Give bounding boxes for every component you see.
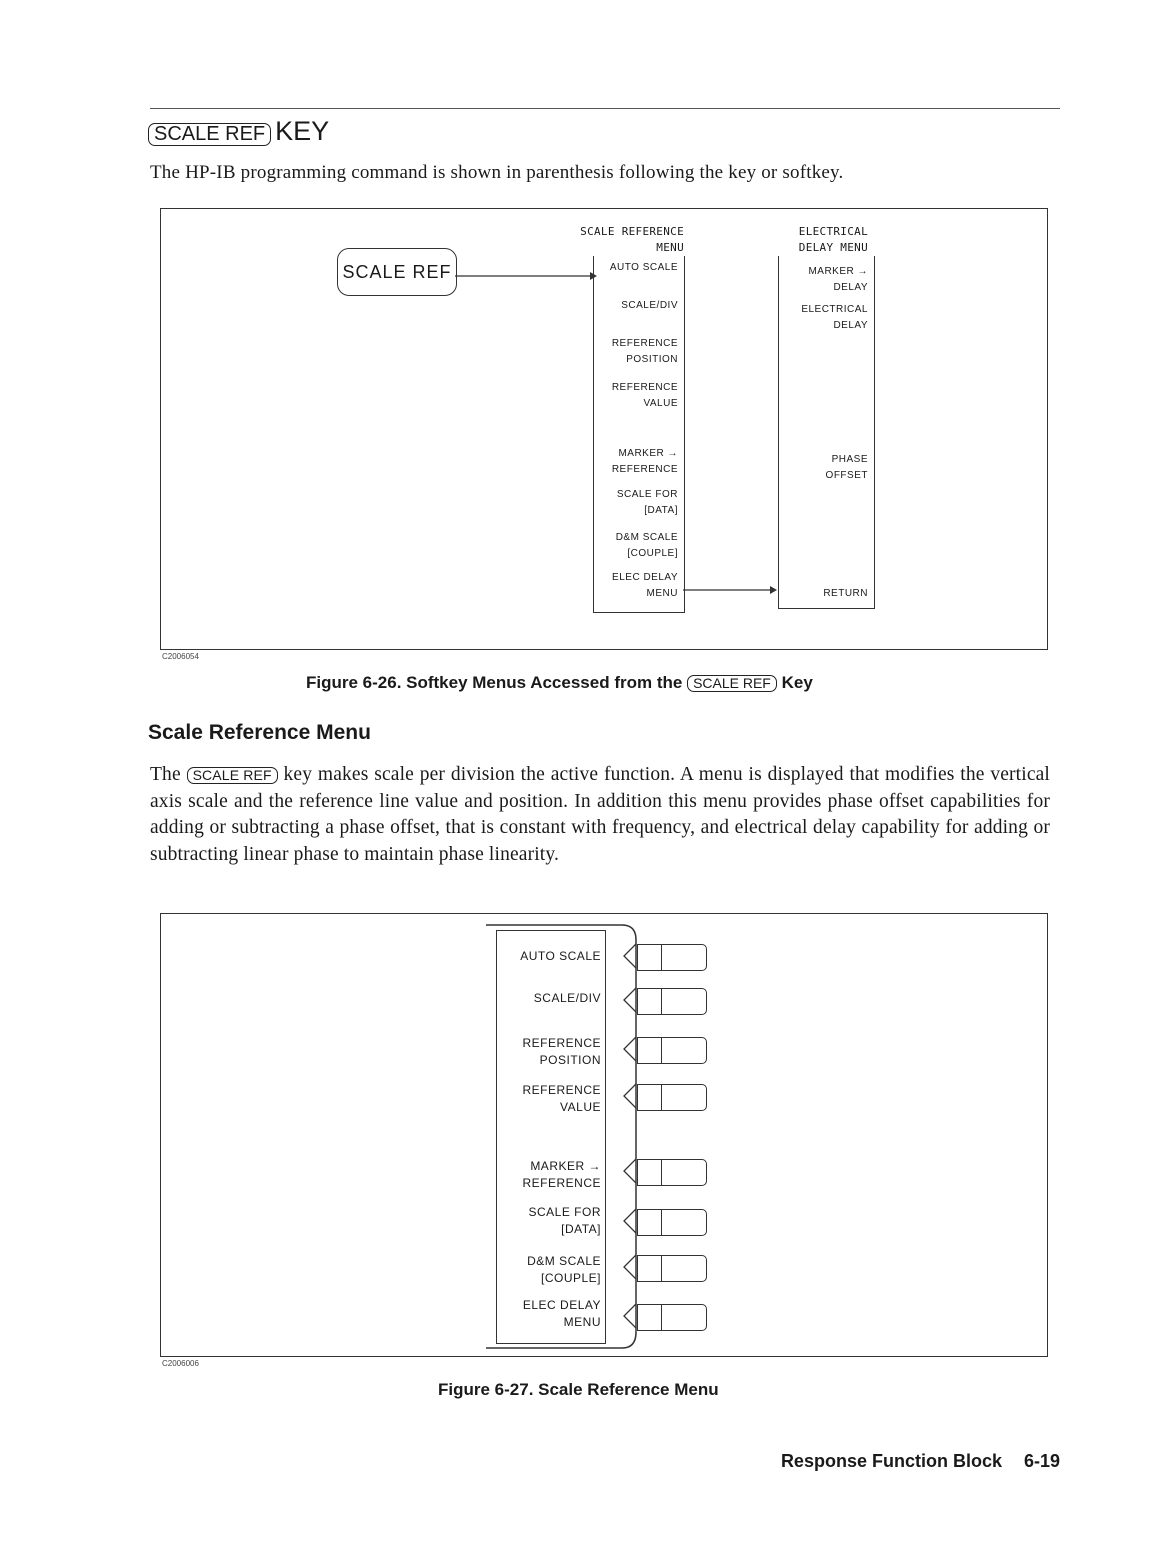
softkey-scale-for-data: SCALE FOR [DATA] [616, 489, 678, 516]
softkey-button-4 [637, 1084, 707, 1111]
footer-section: Response Function Block [780, 1451, 1002, 1471]
page-footer [781, 1451, 1060, 1472]
pointer-icon [624, 1159, 636, 1183]
display-softkey-auto-scale: AUTO SCALE [520, 949, 601, 963]
pointer-icon [624, 1304, 636, 1328]
softkey-button-6 [637, 1209, 707, 1236]
display-softkey-scale-for-data: SCALE FOR [DATA] [528, 1205, 601, 1236]
figure-2-code: C2006006 [162, 1359, 199, 1368]
pointer-icon [624, 1255, 636, 1279]
softkey-button-1 [637, 944, 707, 971]
softkey-button-5 [637, 1159, 707, 1186]
display-softkey-elec-delay-menu: ELEC DELAY MENU [522, 1298, 601, 1329]
display-softkey-reference-position: REFERENCE POSITION [522, 1036, 601, 1067]
pointer-icon [624, 944, 636, 968]
display-softkey-marker-reference: MARKER → REFERENCE [522, 1159, 601, 1190]
display-softkey-dm-scale-couple: D&M SCALE [COUPLE] [527, 1254, 601, 1285]
display-softkey-reference-value: REFERENCE VALUE [522, 1083, 601, 1114]
footer-page-number: 6-19 [1023, 1451, 1060, 1471]
softkey-elec-delay-menu: ELEC DELAY MENU [612, 572, 678, 599]
caption-keycap: SCALE REF [687, 675, 777, 692]
softkey-button-7 [637, 1255, 707, 1282]
body-paragraph: The SCALE REF key makes scale per division the active function. A menu is displayed that modifies the vertical axis scale and the reference line value and position. In addition this menu provides phase offset capabilities for adding or subtracting a phase offset, that is constant with frequency, and electrical delay capability for adding or subtracting linear phase to maintain phase linearity. [150, 764, 1050, 865]
scale-ref-keycap: SCALE REF [148, 123, 271, 146]
softkey-reference-position: REFERENCE POSITION [611, 338, 678, 365]
softkey-button-2 [637, 988, 707, 1015]
softkey-reference-value: REFERENCE VALUE [611, 382, 678, 409]
softkey-scale-div: SCALE/DIV [621, 300, 678, 311]
softkey-electrical-delay: ELECTRICAL DELAY [801, 304, 868, 331]
softkey-auto-scale: AUTO SCALE [609, 262, 678, 273]
display-softkey-scale-div: SCALE/DIV [533, 991, 601, 1005]
menu2-title: ELECTRICAL DELAY MENU [798, 225, 868, 254]
figure-2-caption: Figure 6-27. Scale Reference Menu [438, 1380, 719, 1399]
pointer-icon [624, 1084, 636, 1108]
softkey-dm-scale-couple: D&M SCALE [COUPLE] [615, 532, 678, 559]
softkey-marker-delay: MARKER → DELAY [808, 266, 868, 293]
softkey-button-3 [637, 1037, 707, 1064]
scale-ref-hardkey: SCALE REF [337, 248, 457, 296]
figure-1-caption: Figure 6-26. Softkey Menus Accessed from the SCALE REF Key [306, 673, 813, 692]
softkey-marker-reference: MARKER → REFERENCE [611, 448, 678, 475]
pointer-icon [624, 988, 636, 1012]
section-title-word: KEY [275, 116, 330, 146]
figure-1-code: C2006054 [162, 652, 199, 661]
softkey-phase-offset: PHASE OFFSET [825, 454, 868, 481]
section-heading: Scale Reference Menu [148, 721, 371, 744]
pointer-icon [624, 1209, 636, 1233]
paragraph-keycap: SCALE REF [187, 767, 278, 784]
softkey-button-8 [637, 1304, 707, 1331]
softkey-return: RETURN [823, 588, 868, 599]
pointer-icon [624, 1037, 636, 1061]
intro-text: The HP-IB programming command is shown in parenthesis following the key or softkey. [150, 162, 844, 183]
menu1-title: SCALE REFERENCE MENU [580, 225, 684, 254]
